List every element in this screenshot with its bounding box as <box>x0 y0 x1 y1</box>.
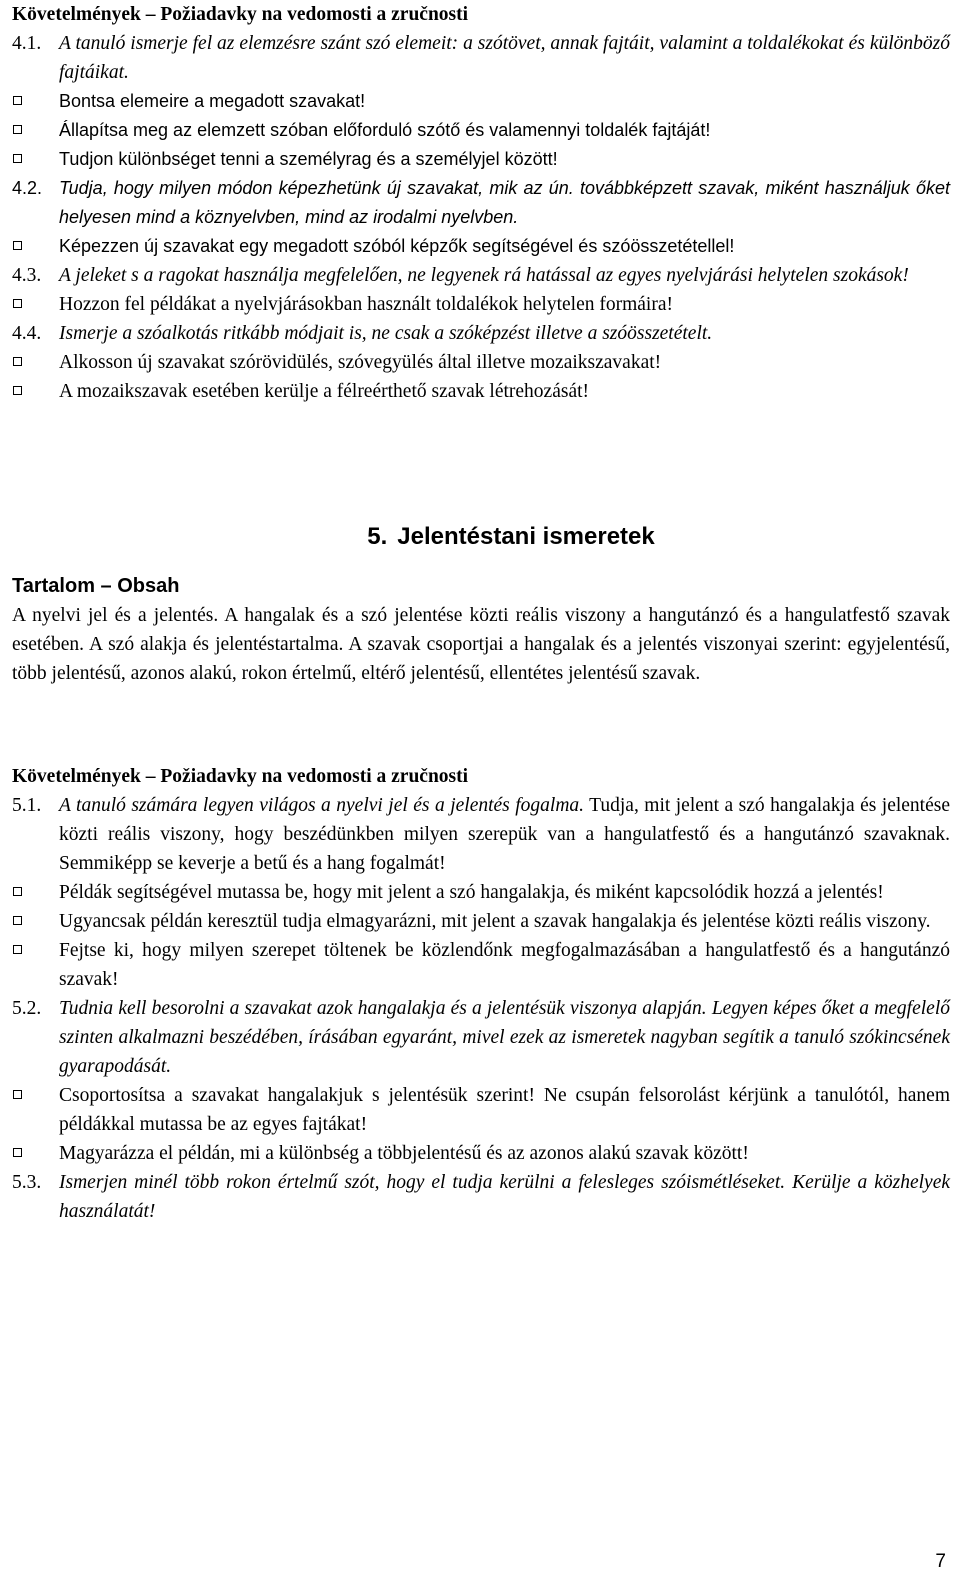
list-item <box>12 87 950 116</box>
requirement-number: 5.1. <box>12 795 42 816</box>
list-item-text: Hozzon fel példákat a nyelvjárásokban használt toldalékok helytelen formáira! <box>59 294 673 315</box>
page-number: 7 <box>935 1551 946 1572</box>
requirement-number: 5.2. <box>12 998 42 1019</box>
requirement-number: 4.2. <box>12 178 43 198</box>
document-page <box>12 0 950 1226</box>
list-item <box>12 377 950 406</box>
section-title <box>12 522 950 551</box>
requirement-number: 4.3. <box>12 265 42 286</box>
requirement-4-1 <box>12 29 950 87</box>
list-item-text: A mozaikszavak esetében kerülje a félreérthető szavak létrehozását! <box>59 381 590 402</box>
requirement-5-2 <box>12 994 950 1081</box>
list-item-text: Példák segítségével mutassa be, hogy mit jelent a szó hangalakja, és miként kapcsolódik hozzá a jelentés! <box>59 882 884 903</box>
requirement-text: Ismerjen minél több rokon értelmű szót, hogy el tudja kerülni a felesleges szóismétléseket. Kerülje a közhelyek használatát! <box>59 1172 950 1222</box>
list-item <box>12 907 950 936</box>
requirement-number: 4.1. <box>12 33 42 54</box>
list-item <box>12 878 950 907</box>
section-number: 5. <box>367 523 388 550</box>
requirement-text <box>59 791 950 878</box>
list-item <box>12 290 950 319</box>
list-item <box>12 145 950 174</box>
checkbox-bullet-icon <box>12 348 59 377</box>
checkbox-bullet-icon <box>12 377 59 406</box>
requirement-4-4 <box>12 319 950 348</box>
requirement-4-2 <box>12 174 950 232</box>
list-item-text: Alkosson új szavakat szórövidülés, szóvegyülés által illetve mozaikszavakat! <box>59 352 662 373</box>
checkbox-bullet-icon <box>12 907 59 936</box>
checkbox-bullet-icon <box>12 232 59 261</box>
checkbox-bullet-icon <box>12 936 59 994</box>
list-item-text: Ugyancsak példán keresztül tudja elmagyarázni, mit jelent a szavak hangalakja és jelentése közti reális viszony. <box>59 911 931 932</box>
list-item-text: Csoportosítsa a szavakat hangalakjuk s jelentésük szerint! Ne csupán felsorolást kérjünk a tanulótól, hanem példákkal mutassa be az egyes fajtákat! <box>59 1085 950 1135</box>
list-item <box>12 232 950 261</box>
list-item-text: Állapítsa meg az elemzett szóban előforduló szótő és valamennyi toldalék fajtáját! <box>59 120 711 140</box>
requirements-heading-1: Követelmények – Požiadavky na vedomosti a zručnosti <box>12 4 469 25</box>
requirement-5-1 <box>12 791 950 878</box>
list-item <box>12 116 950 145</box>
requirement-italic-text: A tanuló számára legyen világos a nyelvi jel és a jelentés fogalma. <box>59 795 585 816</box>
content-paragraph: A nyelvi jel és a jelentés. A hangalak és a szó jelentése közti reális viszony a hangutánzó és a hangulatfestő szavak esetében. A szó alakja és jelentéstartalma. A szavak csoportjai a hangalak és a jelentés viszonyai szerint: egyjelentésű, több jelentésű, azonos alakú, rokon értelmű, eltérő jelentésű, ellentétes jelentésű szavak. <box>12 605 950 684</box>
requirement-text: Tudja, hogy milyen módon képezhetünk új szavakat, mik az ún. továbbképzett szavak, miként használjuk őket helyesen mind a köznyelvben, mind az irodalmi nyelvben. <box>59 178 950 227</box>
requirement-regular-text: Tudja, mit jelent a szó hangalakja és jelentése közti reális viszony, hogy beszédünkben milyen szerepük van a hangulatfestő és a hangutánzó szavaknak. Semmiképp se keverje a betű és a hang fogalmát! <box>59 795 950 874</box>
list-item-text: Képezzen új szavakat egy megadott szóból képzők segítségével és szóösszetétellel! <box>59 236 735 256</box>
requirement-5-3 <box>12 1168 950 1226</box>
requirement-text: Tudnia kell besorolni a szavakat azok hangalakja és a jelentésük viszonya alapján. Legyen képes őket a megfelelő szinten alkalmazni beszédében, írásában egyaránt, mivel ezek az ismeretek nagyban segítik a tanuló szókincsének gyarapodását. <box>59 998 950 1077</box>
content-heading: Tartalom – Obsah <box>12 575 180 597</box>
list-item-text: Fejtse ki, hogy milyen szerepet töltenek be közlendőnk megfogalmazásában a hangulatfestő és a hangutánzó szavak! <box>59 940 950 990</box>
list-item <box>12 1081 950 1139</box>
list-item <box>12 1139 950 1168</box>
requirements-heading-2: Követelmények – Požiadavky na vedomosti a zručnosti <box>12 766 469 787</box>
list-item <box>12 936 950 994</box>
requirement-number: 5.3. <box>12 1172 42 1193</box>
requirement-text: Ismerje a szóalkotás ritkább módjait is, ne csak a szóképzést illetve a szóösszetételt. <box>59 323 713 344</box>
list-item-text: Magyarázza el példán, mi a különbség a többjelentésű és az azonos alakú szavak között! <box>59 1143 749 1164</box>
requirement-number: 4.4. <box>12 323 42 344</box>
list-item <box>12 348 950 377</box>
checkbox-bullet-icon <box>12 116 59 145</box>
requirement-text: A jeleket s a ragokat használja megfelelően, ne legyenek rá hatással az egyes nyelvjárási helytelen szokások! <box>59 265 909 286</box>
requirement-4-3 <box>12 261 950 290</box>
list-item-text: Bontsa elemeire a megadott szavakat! <box>59 91 366 111</box>
checkbox-bullet-icon <box>12 1139 59 1168</box>
section-title-text: Jelentéstani ismeretek <box>397 523 655 550</box>
checkbox-bullet-icon <box>12 87 59 116</box>
checkbox-bullet-icon <box>12 290 59 319</box>
checkbox-bullet-icon <box>12 145 59 174</box>
list-item-text: Tudjon különbséget tenni a személyrag és a személyjel között! <box>59 149 558 169</box>
checkbox-bullet-icon <box>12 1081 59 1139</box>
requirement-text: A tanuló ismerje fel az elemzésre szánt szó elemeit: a szótövet, annak fajtáit, valamint a toldalékokat és különböző fajtáikat. <box>59 33 950 83</box>
checkbox-bullet-icon <box>12 878 59 907</box>
